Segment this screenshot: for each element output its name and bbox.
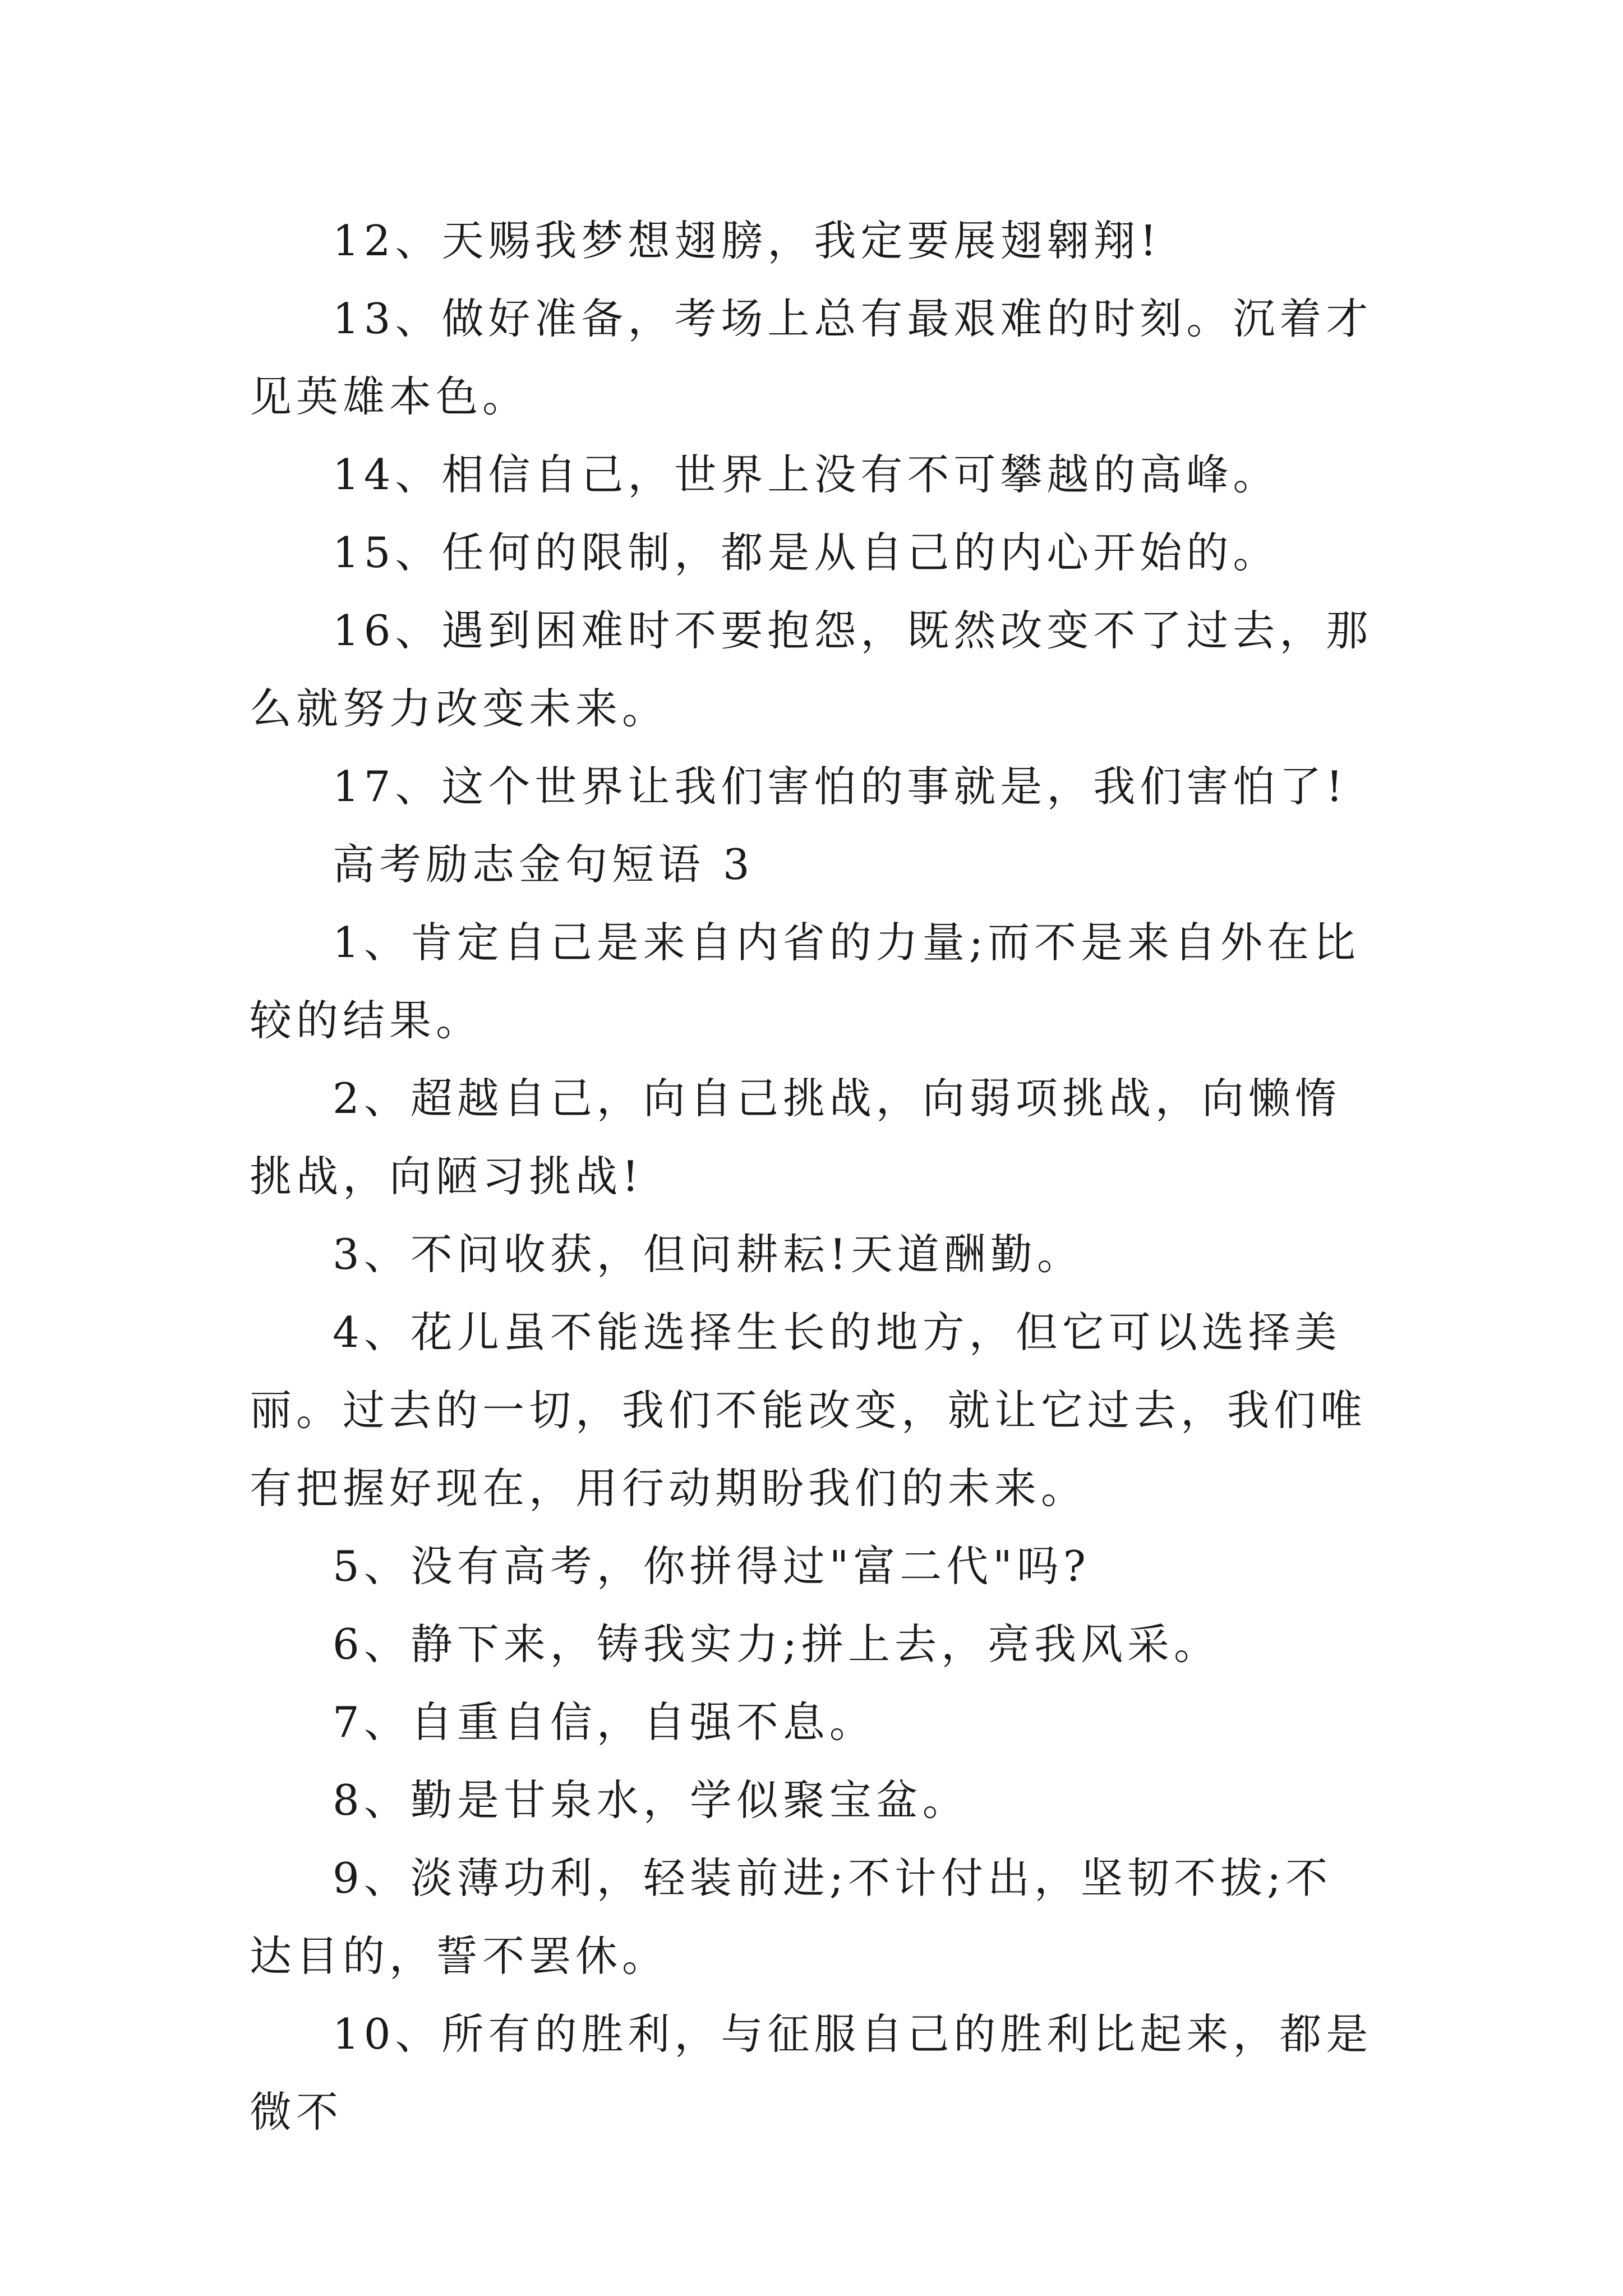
paragraph-item-8: 8、勤是甘泉水，学似聚宝盆。 bbox=[333, 1775, 969, 1825]
paragraph-item-15: 15、任何的限制，都是从自己的内心开始的。 bbox=[333, 528, 1280, 577]
paragraph-item-3: 3、不问收获，但问耕耘!天道酬勤。 bbox=[333, 1230, 1083, 1279]
paragraph-item-17: 17、这个世界让我们害怕的事就是，我们害怕了! bbox=[333, 762, 1348, 811]
paragraph-item-14: 14、相信自己，世界上没有不可攀越的高峰。 bbox=[333, 450, 1280, 499]
paragraph-item-6: 6、静下来，铸我实力;拼上去，亮我风采。 bbox=[333, 1619, 1220, 1669]
paragraph-item-9: 9、淡薄功利，轻装前进;不计付出，坚韧不拔;不达目的，誓不罢休。 bbox=[250, 1853, 1332, 1981]
paragraph-item-1: 1、肯定自己是来自内省的力量;而不是来自外在比较的结果。 bbox=[250, 918, 1360, 1045]
paragraph-item-12: 12、天赐我梦想翅膀，我定要展翅翱翔! bbox=[333, 216, 1161, 265]
paragraph-item-5: 5、没有高考，你拼得过"富二代"吗? bbox=[333, 1542, 1090, 1591]
section-title: 高考励志金句短语 3 bbox=[333, 840, 754, 889]
paragraph-item-7: 7、自重自信，自强不息。 bbox=[333, 1697, 876, 1747]
paragraph-item-2: 2、超越自己，向自己挑战，向弱项挑战，向懒惰挑战，向陋习挑战! bbox=[250, 1074, 1341, 1201]
paragraph-item-4: 4、花儿虽不能选择生长的地方，但它可以选择美丽。过去的一切，我们不能改变，就让它过去，我们唯有把握好现在，用行动期盼我们的未来。 bbox=[250, 1308, 1367, 1513]
paragraph-item-16: 16、遇到困难时不要抱怨，既然改变不了过去，那么就努力改变未来。 bbox=[250, 606, 1373, 733]
paragraph-item-13: 13、做好准备，考场上总有最艰难的时刻。沉着才见英雄本色。 bbox=[250, 294, 1373, 421]
paragraph-item-10: 10、所有的胜利，与征服自己的胜利比起来，都是微不 bbox=[250, 2009, 1373, 2137]
document-body bbox=[250, 202, 1377, 2151]
